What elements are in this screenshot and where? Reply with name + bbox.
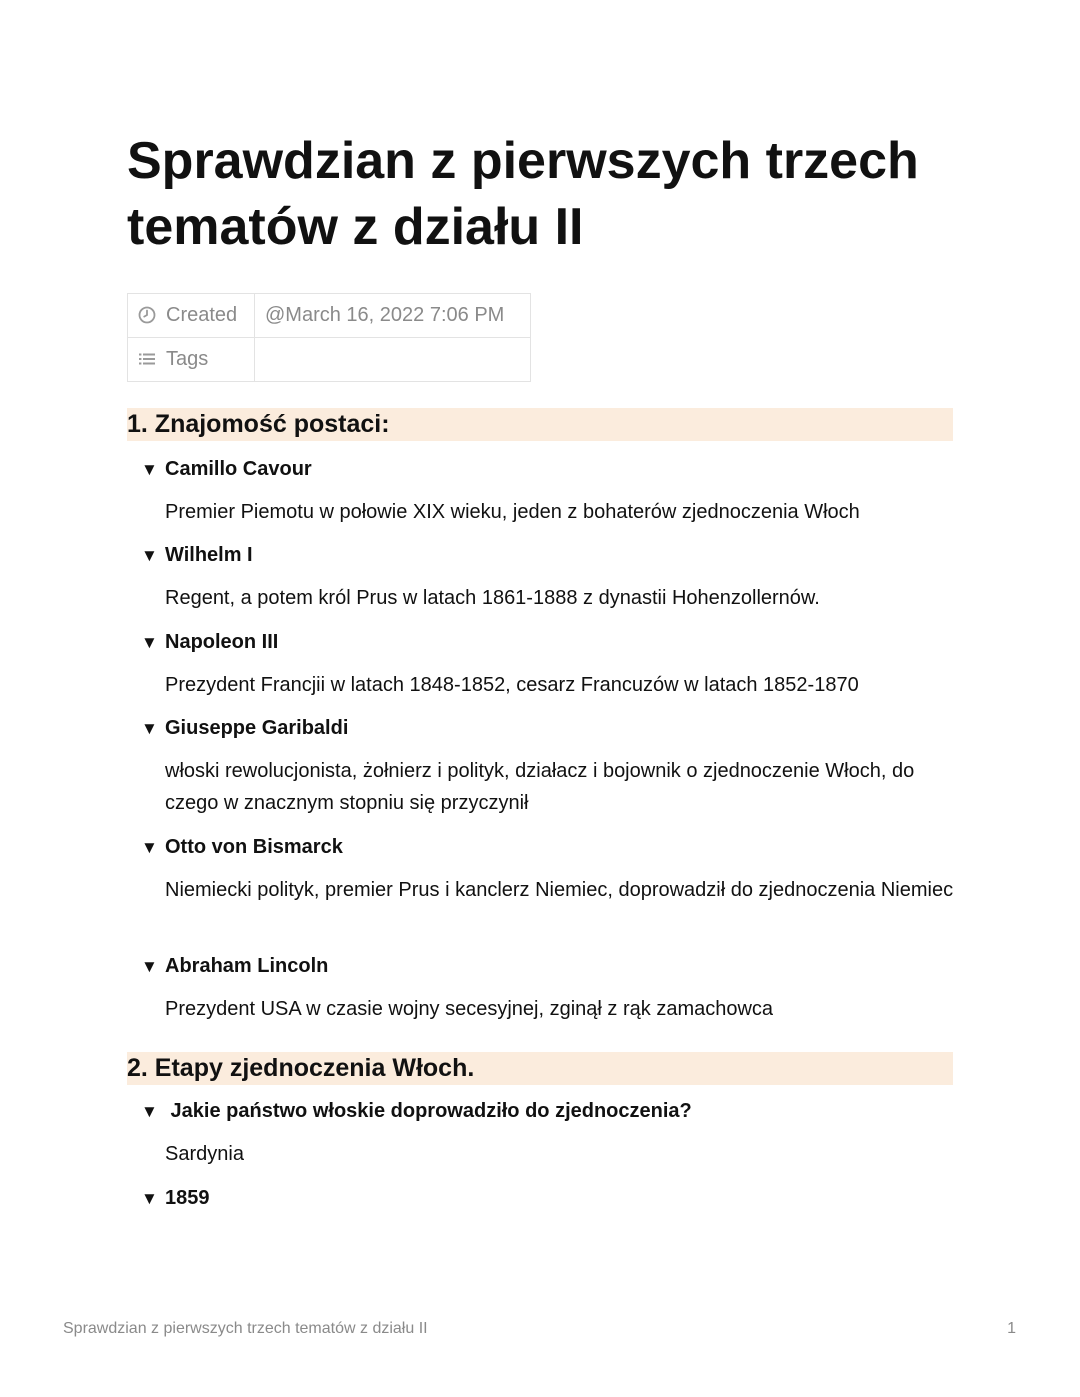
toggle-label: Abraham Lincoln [165, 955, 329, 977]
toggle-content: Prezydent Francjii w latach 1848-1852, cesarz Francuzów w latach 1852-1870 [165, 674, 859, 696]
toggle-label: Otto von Bismarck [165, 836, 343, 858]
toggle-item[interactable] [141, 834, 343, 861]
page-number: 1 [1007, 1320, 1016, 1337]
toggle-item[interactable] [141, 1185, 210, 1212]
toggle-arrow-icon[interactable]: ▼ [141, 838, 158, 857]
property-key-tags[interactable] [128, 338, 255, 382]
toggle-label: Camillo Cavour [165, 458, 312, 480]
toggle-label: 1859 [165, 1187, 210, 1209]
list-icon [138, 350, 156, 368]
toggle-item[interactable] [141, 953, 328, 980]
toggle-arrow-icon[interactable]: ▼ [141, 719, 158, 738]
toggle-arrow-icon[interactable]: ▼ [141, 546, 158, 565]
toggle-item[interactable] [141, 456, 312, 483]
clock-icon [138, 306, 156, 324]
toggle-arrow-icon[interactable]: ▼ [141, 633, 158, 652]
toggle-content: Regent, a potem król Prus w latach 1861-1888 z dynastii Hohenzollernów. [165, 587, 820, 609]
toggle-content: włoski rewolucjonista, żołnierz i polityk, działacz i bojownik o zjednoczenie Włoch, do czego w znacznym stopniu się przyczynił [165, 760, 915, 814]
toggle-item[interactable] [141, 629, 278, 656]
property-label-tags: Tags [166, 348, 209, 370]
toggle-item[interactable] [141, 1098, 692, 1125]
page-title: Sprawdzian z pierwszych trzech tematów z działu II [127, 132, 919, 256]
property-value-created[interactable]: @March 16, 2022 7:06 PM [255, 294, 531, 338]
property-key-created[interactable] [128, 294, 255, 338]
toggle-label: Wilhelm I [165, 544, 253, 566]
section-heading: 2. Etapy zjednoczenia Włoch. [127, 1052, 953, 1085]
properties-table [127, 293, 531, 382]
toggle-content: Sardynia [165, 1143, 244, 1165]
toggle-arrow-icon[interactable]: ▼ [141, 957, 158, 976]
toggle-arrow-icon[interactable]: ▼ [141, 460, 158, 479]
toggle-label: Giuseppe Garibaldi [165, 717, 349, 739]
toggle-label: Jakie państwo włoskie doprowadziło do zjednoczenia? [165, 1100, 692, 1122]
section-heading: 1. Znajomość postaci: [127, 408, 953, 441]
toggle-arrow-icon[interactable]: ▼ [141, 1102, 158, 1121]
footer-title: Sprawdzian z pierwszych trzech tematów z działu II [63, 1320, 428, 1337]
property-label-created: Created [166, 304, 238, 326]
property-value-tags[interactable] [255, 338, 531, 382]
toggle-label: Napoleon III [165, 631, 279, 653]
property-row-created [128, 294, 531, 338]
toggle-arrow-icon[interactable]: ▼ [141, 1189, 158, 1208]
toggle-content: Niemiecki polityk, premier Prus i kanclerz Niemiec, doprowadził do zjednoczenia Niemiec [165, 879, 954, 901]
toggle-content: Premier Piemotu w połowie XIX wieku, jeden z bohaterów zjednoczenia Włoch [165, 501, 860, 523]
toggle-item[interactable] [141, 542, 253, 569]
toggle-content: Prezydent USA w czasie wojny secesyjnej, zginął z rąk zamachowca [165, 998, 774, 1020]
property-row-tags [128, 338, 531, 382]
toggle-item[interactable] [141, 715, 348, 742]
